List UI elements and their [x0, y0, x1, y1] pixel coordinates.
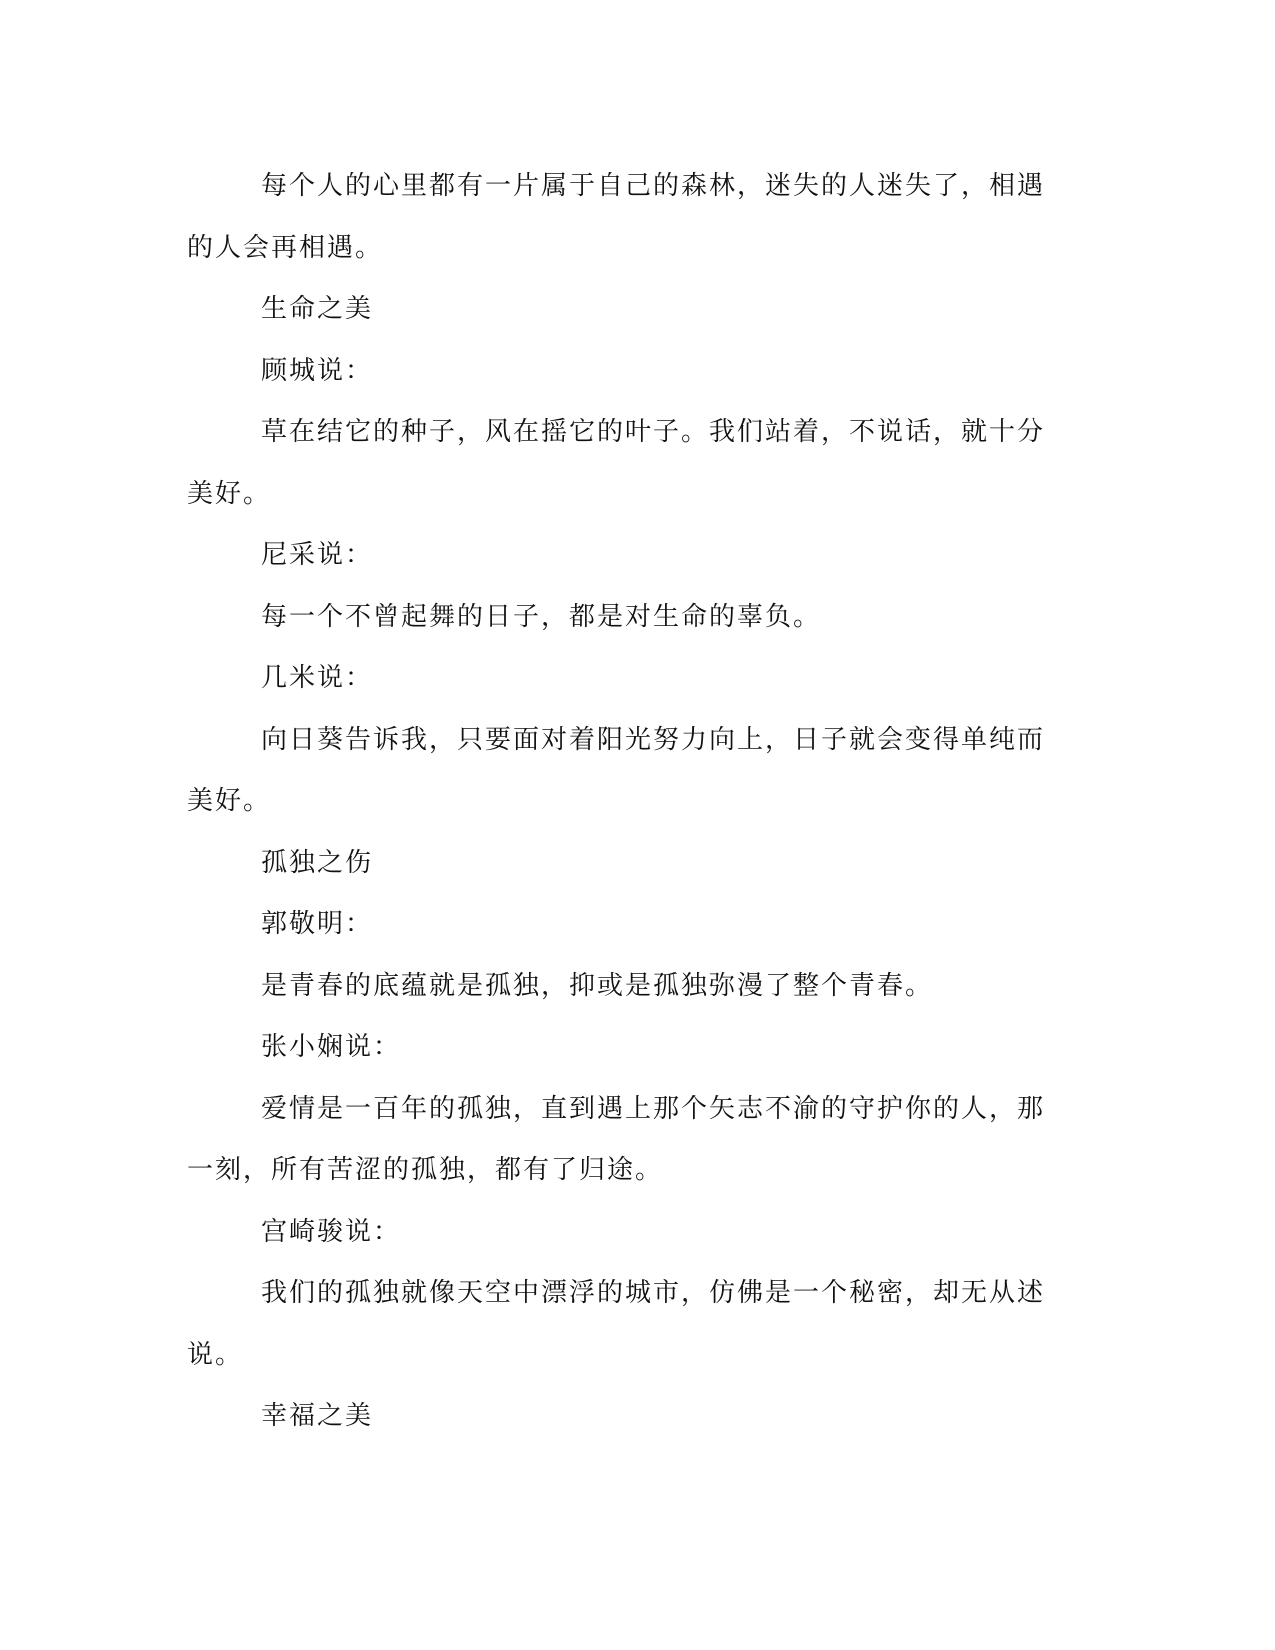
- quote-guo-jingming: 是青春的底蕴就是孤独，抑或是孤独弥漫了整个青春。: [261, 970, 934, 1001]
- speaker-jimmy: 几米说：: [261, 663, 374, 693]
- quote-zhang-xiaoxian: 爱情是一百年的孤独，直到遇上那个矢志不渝的守护你的人，那一刻，所有苦涩的孤独，都有了归途。: [187, 1093, 1046, 1185]
- quote-gu-cheng: 草在结它的种子，风在摇它的叶子。我们站着，不说话，就十分美好。: [187, 417, 1046, 509]
- speaker-guo-jingming: 郭敬明：: [261, 909, 374, 939]
- quote-miyazaki: 我们的孤独就像天空中漂浮的城市，仿佛是一个秘密，却无从述说。: [187, 1278, 1046, 1370]
- speaker-nietzsche: 尼采说：: [261, 540, 374, 570]
- quote-jimmy: 向日葵告诉我，只要面对着阳光努力向上，日子就会变得单纯而美好。: [187, 724, 1046, 816]
- speaker-miyazaki: 宫崎骏说：: [261, 1216, 402, 1247]
- speaker-gu-cheng: 顾城说：: [261, 355, 374, 386]
- section-heading-loneliness: 孤独之伤: [261, 847, 374, 878]
- section-heading-happiness: 幸福之美: [261, 1401, 374, 1431]
- quote-nietzsche: 每一个不曾起舞的日子，都是对生命的辜负。: [261, 601, 822, 632]
- section-heading-beauty-of-life: 生命之美: [261, 294, 374, 324]
- paragraph-forest-quote: 每个人的心里都有一片属于自己的森林，迷失的人迷失了，相遇的人会再相遇。: [187, 171, 1046, 263]
- document-page: [187, 156, 1067, 1448]
- speaker-zhang-xiaoxian: 张小娴说：: [261, 1032, 402, 1062]
